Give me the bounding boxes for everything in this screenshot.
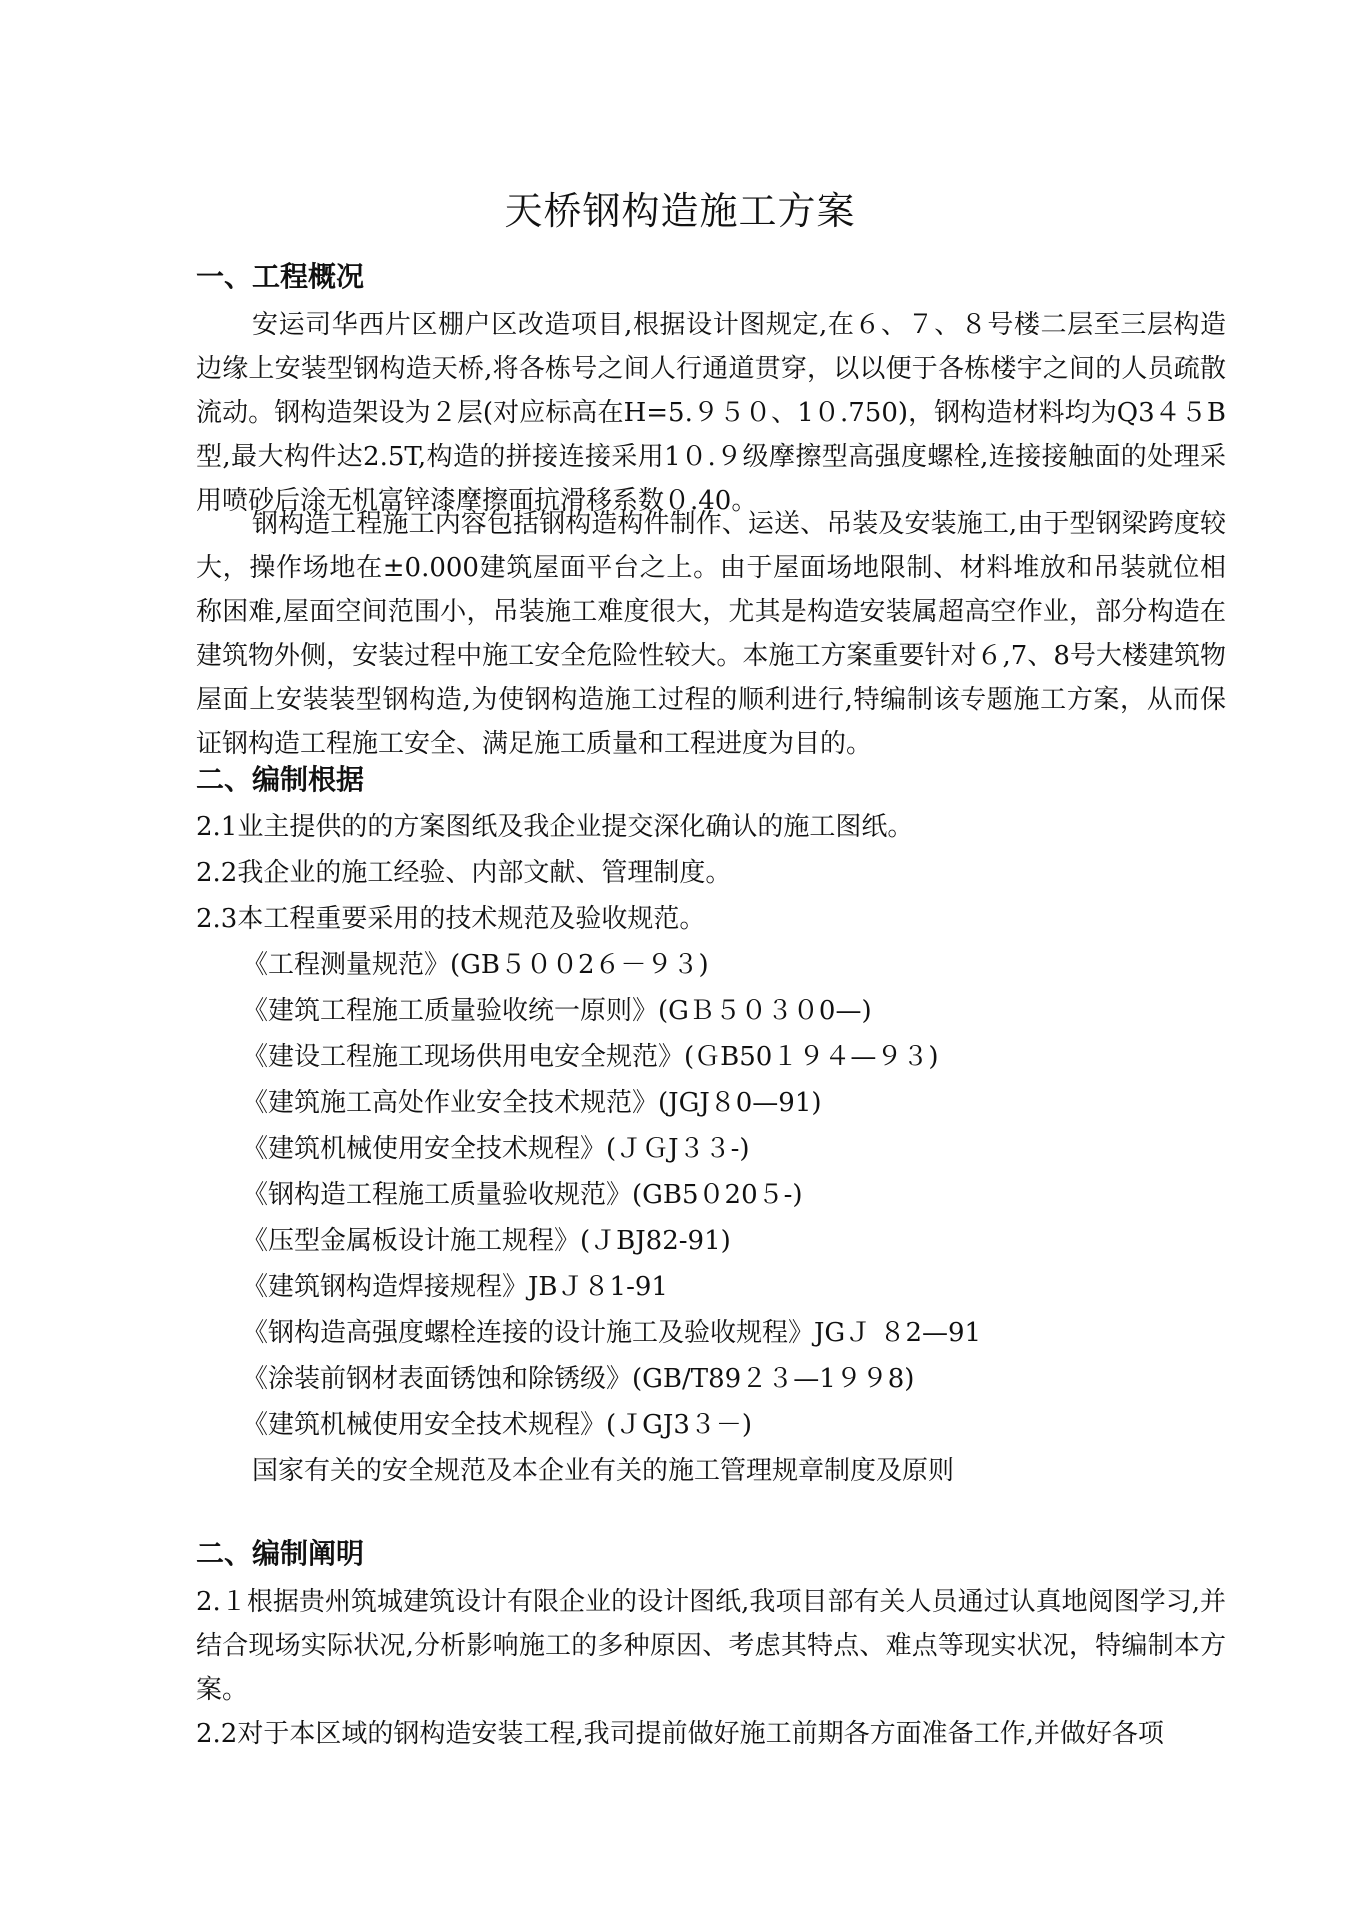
- basis-item-1: 2.1业主提供的的方案图纸及我企业提交深化确认的施工图纸。: [196, 812, 914, 842]
- basis-item-2: 2.2我企业的施工经验、内部文献、管理制度。: [196, 858, 732, 888]
- overview-paragraph-1: 安运司华西片区棚户区改造项目,根据设计图规定,在６、７、８号楼二层至三层构造边缘上安装型钢构造天桥,将各栋号之间人行通道贯穿，以以便于各栋楼宇之间的人员疏散流动。钢构造架设为２层(对应标高在H=5.９５０、1０.750)，钢构造材料均为Q3４５B型,最大构件达2.5T,构造的拼接连接采用1０.９级摩擦型高强度螺栓,连接接触面的处理采用喷砂后涂无机富锌漆摩擦面抗滑移系数０.40。: [196, 310, 1226, 516]
- section-heading-overview: 一、工程概况: [196, 260, 365, 293]
- standard-item: 《涂装前钢材表面锈蚀和除锈级》(GB/T89２３—1９９8): [242, 1364, 915, 1394]
- explanation-item-2: 2.2对于本区域的钢构造安装工程,我司提前做好施工前期各方面准备工作,并做好各项: [196, 1719, 1164, 1749]
- document-title: 天桥钢构造施工方案: [504, 189, 856, 233]
- standard-item: 《建筑机械使用安全技术规程》(ＪＧJ３３-): [242, 1134, 750, 1164]
- basis-item-3: 2.3本工程重要采用的技术规范及验收规范。: [196, 904, 706, 934]
- section-heading-basis: 二、编制根据: [196, 763, 365, 796]
- section-heading-explanation: 二、编制阐明: [196, 1537, 365, 1570]
- standard-item: 《建筑施工高处作业安全技术规范》(JGJ８0—91): [242, 1088, 822, 1118]
- standard-item: 《钢构造高强度螺栓连接的设计施工及验收规程》JGＪ ８2—91: [242, 1318, 982, 1348]
- explanation-item-1: 2.１根据贵州筑城建筑设计有限企业的设计图纸,我项目部有关人员通过认真地阅图学习,并结合现场实际状况,分析影响施工的多种原因、考虑其特点、难点等现实状况，特编制本方案。: [196, 1587, 1226, 1705]
- standard-item: 《建筑钢构造焊接规程》JBＪ８1-91: [242, 1272, 668, 1302]
- standard-item: 《建设工程施工现场供用电安全规范》(ＧB50１９４—９３): [242, 1042, 939, 1072]
- standard-item: 《压型金属板设计施工规程》(ＪBJ82-91): [242, 1226, 731, 1256]
- basis-closing-line: 国家有关的安全规范及本企业有关的施工管理规章制度及原则: [252, 1456, 955, 1486]
- standard-item: 《建筑机械使用安全技术规程》(ＪGJ3３－): [242, 1410, 753, 1440]
- standard-item: 《工程测量规范》(GB５００2６－９３): [242, 950, 709, 980]
- standard-item: 《建筑工程施工质量验收统一原则》(GＢ５０３０0—): [242, 996, 872, 1026]
- standard-item: 《钢构造工程施工质量验收规范》(GB5０20５-): [242, 1180, 803, 1210]
- overview-paragraph-2: 钢构造工程施工内容包括钢构造构件制作、运送、吊装及安装施工,由于型钢梁跨度较大，操作场地在±0.000建筑屋面平台之上。由于屋面场地限制、材料堆放和吊装就位相称困难,屋面空间范围小，吊装施工难度很大，尤其是构造安装属超高空作业，部分构造在建筑物外侧，安装过程中施工安全危险性较大。本施工方案重要针对６,7、8号大楼建筑物屋面上安装装型钢构造,为使钢构造施工过程的顺利进行,特编制该专题施工方案，从而保证钢构造工程施工安全、满足施工质量和工程进度为目的。: [196, 509, 1226, 759]
